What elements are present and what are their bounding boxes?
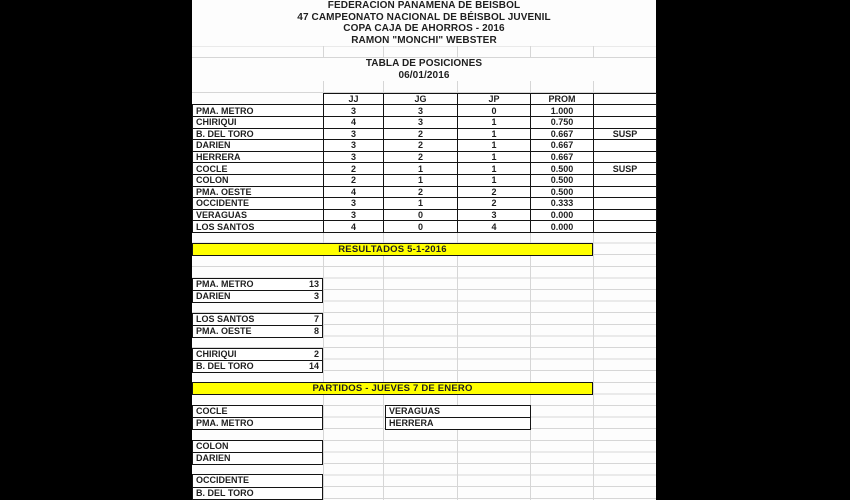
prom-cell: 0.500 xyxy=(531,163,594,175)
jg-cell: 2 xyxy=(384,128,458,140)
result-row xyxy=(193,314,322,326)
jp-cell: 3 xyxy=(458,209,531,221)
jj-cell: 3 xyxy=(324,140,384,152)
team-cell: B. DEL TORO xyxy=(193,128,324,140)
result-row xyxy=(193,290,322,302)
team-score: 13 xyxy=(308,278,319,289)
team-cell: COLON xyxy=(193,174,324,186)
prom-cell: 0.500 xyxy=(531,186,594,198)
standings-row xyxy=(193,163,657,175)
jp-cell: 2 xyxy=(458,186,531,198)
note-cell xyxy=(594,186,657,198)
note-cell xyxy=(594,174,657,186)
col-header-jg: JG xyxy=(384,93,458,105)
standings-row xyxy=(193,151,657,163)
jg-cell: 0 xyxy=(384,221,458,233)
match-row xyxy=(193,452,322,464)
note-cell xyxy=(594,140,657,152)
title-championship: 47 CAMPEONATO NACIONAL DE BÉISBOL JUVENIL xyxy=(192,12,656,24)
team-cell: PMA. METRO xyxy=(193,105,324,117)
result-row xyxy=(193,325,322,337)
team-name: LOS SANTOS xyxy=(196,313,255,324)
matchup-box xyxy=(192,405,323,430)
standings-row xyxy=(193,174,657,186)
jg-cell: 2 xyxy=(384,140,458,152)
matchup-box xyxy=(192,440,323,465)
standings-row xyxy=(193,128,657,140)
team-score: 8 xyxy=(313,326,319,337)
jp-cell: 1 xyxy=(458,140,531,152)
prom-cell: 1.000 xyxy=(531,105,594,117)
match-row xyxy=(193,406,322,418)
spreadsheet xyxy=(192,0,656,500)
note-cell: SUSP xyxy=(594,163,657,175)
match-row xyxy=(193,487,322,499)
standings-row xyxy=(193,105,657,117)
jj-cell: 4 xyxy=(324,116,384,128)
jg-cell: 3 xyxy=(384,105,458,117)
jp-cell: 1 xyxy=(458,151,531,163)
standings-row xyxy=(193,186,657,198)
col-header-jp: JP xyxy=(458,93,531,105)
note-cell: SUSP xyxy=(594,128,657,140)
jg-cell: 0 xyxy=(384,209,458,221)
jp-cell: 1 xyxy=(458,128,531,140)
team-score: 14 xyxy=(308,361,319,372)
prom-cell: 0.667 xyxy=(531,128,594,140)
standings-row xyxy=(193,221,657,233)
result-game xyxy=(192,348,323,373)
prom-cell: 0.000 xyxy=(531,209,594,221)
match-row xyxy=(386,417,530,429)
jg-cell: 2 xyxy=(384,186,458,198)
jg-cell: 1 xyxy=(384,174,458,186)
result-row xyxy=(193,360,322,372)
jp-cell: 1 xyxy=(458,163,531,175)
result-row xyxy=(193,349,322,361)
prom-cell: 0.000 xyxy=(531,221,594,233)
jj-cell: 3 xyxy=(324,198,384,210)
team-name: HERRERA xyxy=(389,418,434,429)
matchup-box xyxy=(385,405,531,430)
jp-cell: 1 xyxy=(458,116,531,128)
standings-row xyxy=(193,140,657,152)
col-header-note xyxy=(594,93,657,105)
team-name: DARIEN xyxy=(196,291,231,302)
standings-date: 06/01/2016 xyxy=(192,70,656,82)
result-row xyxy=(193,279,322,291)
jj-cell: 2 xyxy=(324,163,384,175)
team-name: PMA. METRO xyxy=(196,278,254,289)
result-game xyxy=(192,313,323,338)
jj-cell: 3 xyxy=(324,105,384,117)
note-cell xyxy=(594,198,657,210)
team-name: PMA. METRO xyxy=(196,418,254,429)
prom-cell: 0.500 xyxy=(531,174,594,186)
team-cell: OCCIDENTE xyxy=(193,198,324,210)
jj-cell: 3 xyxy=(324,209,384,221)
matchup-box xyxy=(192,474,323,499)
title-dedication: RAMON "MONCHI" WEBSTER xyxy=(192,35,656,47)
jg-cell: 3 xyxy=(384,116,458,128)
team-cell: VERAGUAS xyxy=(193,209,324,221)
prom-cell: 0.667 xyxy=(531,151,594,163)
note-cell xyxy=(594,105,657,117)
team-cell: LOS SANTOS xyxy=(193,221,324,233)
team-name: COCLE xyxy=(196,405,228,416)
team-cell: CHIRIQUI xyxy=(193,116,324,128)
result-game xyxy=(192,278,323,303)
jj-cell: 2 xyxy=(324,174,384,186)
note-cell xyxy=(594,116,657,128)
prom-cell: 0.667 xyxy=(531,140,594,152)
team-score: 2 xyxy=(313,348,319,359)
standings-row xyxy=(193,209,657,221)
team-name: OCCIDENTE xyxy=(196,475,250,486)
team-name: COLON xyxy=(196,440,229,451)
prom-cell: 0.750 xyxy=(531,116,594,128)
match-row xyxy=(386,406,530,418)
partidos-banner: PARTIDOS - JUEVES 7 DE ENERO xyxy=(192,382,593,395)
team-score: 3 xyxy=(313,291,319,302)
col-header-prom: PROM xyxy=(531,93,594,105)
standings-row xyxy=(193,198,657,210)
team-cell: DARIEN xyxy=(193,140,324,152)
col-header-team xyxy=(193,93,324,105)
team-name: CHIRIQUI xyxy=(196,348,237,359)
team-name: DARIEN xyxy=(196,453,231,464)
team-cell: COCLE xyxy=(193,163,324,175)
jp-cell: 0 xyxy=(458,105,531,117)
note-cell xyxy=(594,151,657,163)
jg-cell: 1 xyxy=(384,198,458,210)
jj-cell: 3 xyxy=(324,128,384,140)
section-title-standings: TABLA DE POSICIONES xyxy=(192,58,656,70)
standings-table xyxy=(192,93,657,233)
jp-cell: 4 xyxy=(458,221,531,233)
note-cell xyxy=(594,221,657,233)
jj-cell: 4 xyxy=(324,221,384,233)
results-banner: RESULTADOS 5-1-2016 xyxy=(192,243,593,256)
match-row xyxy=(193,441,322,453)
team-name: B. DEL TORO xyxy=(196,361,254,372)
team-score: 7 xyxy=(313,313,319,324)
jg-cell: 2 xyxy=(384,151,458,163)
team-name: B. DEL TORO xyxy=(196,487,254,498)
team-cell: HERRERA xyxy=(193,151,324,163)
prom-cell: 0.333 xyxy=(531,198,594,210)
jp-cell: 2 xyxy=(458,198,531,210)
title-federation: FEDERACION PANAMENA DE BEISBOL xyxy=(192,0,656,12)
match-row xyxy=(193,475,322,487)
note-cell xyxy=(594,209,657,221)
jg-cell: 1 xyxy=(384,163,458,175)
standings-header-row xyxy=(193,93,657,105)
jj-cell: 3 xyxy=(324,151,384,163)
team-cell: PMA. OESTE xyxy=(193,186,324,198)
title-cup: COPA CAJA DE AHORROS - 2016 xyxy=(192,23,656,35)
match-row xyxy=(193,417,322,429)
col-header-jj: JJ xyxy=(324,93,384,105)
jj-cell: 4 xyxy=(324,186,384,198)
standings-row xyxy=(193,116,657,128)
team-name: PMA. OESTE xyxy=(196,326,252,337)
jp-cell: 1 xyxy=(458,174,531,186)
team-name: VERAGUAS xyxy=(389,405,441,416)
